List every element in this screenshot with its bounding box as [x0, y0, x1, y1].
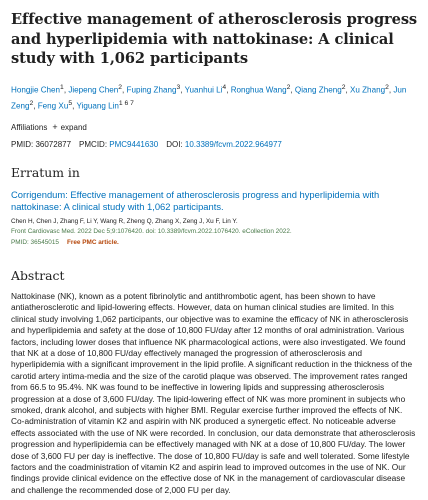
author-link[interactable]: Jiepeng Chen	[68, 85, 119, 95]
author-separator: ,	[72, 101, 77, 111]
author-separator: ,	[345, 85, 350, 95]
author-separator: ,	[122, 85, 127, 95]
author-affiliation-number: 2	[341, 83, 346, 91]
author-link[interactable]: Feng Xu	[37, 101, 69, 111]
author-affiliation-number: 1 6 7	[118, 99, 134, 107]
corrigendum-citation: Front Cardiovasc Med. 2022 Dec 5;9:1076420. doi: 10.3389/fcvm.2022.1076420. eCollection 2022.	[11, 227, 292, 235]
author-link[interactable]: Yuanhui Li	[184, 85, 223, 95]
corrigendum-authors: Chen H, Chen J, Zhang F, Li Y, Wang R, Zheng Q, Zhang X, Zeng J, Xu F, Lin Y.	[11, 217, 238, 225]
author-affiliation-number: 2	[385, 83, 389, 91]
author-affiliation-number: 4	[222, 83, 227, 91]
author-affiliation-number: 5	[68, 99, 73, 107]
corrigendum-pmid-row	[11, 238, 419, 247]
author-separator: ,	[388, 85, 394, 95]
abstract-heading: Abstract	[11, 267, 65, 283]
doi-label: DOI:	[166, 139, 185, 149]
pmcid-label: PMCID:	[79, 139, 110, 149]
author-affiliation-number: 3	[176, 83, 181, 91]
article-page	[11, 10, 419, 496]
erratum-heading: Erratum in	[11, 164, 80, 180]
author-separator: ,	[226, 85, 231, 95]
pmid-text: PMID: 36072877	[11, 139, 72, 149]
expand-label: expand	[60, 122, 87, 132]
free-pmc-badge: Free PMC article.	[66, 238, 119, 246]
corrigendum-link[interactable]: Corrigendum: Effective management of atherosclerosis progress and hyperlipidemia with nattokinase: A clinical study with 1,062 participants.	[11, 188, 380, 212]
author-separator: ,	[33, 101, 38, 111]
author-link[interactable]: Fuping Zhang	[126, 85, 177, 95]
author-link[interactable]: Ronghua Wang	[230, 85, 287, 95]
author-list	[11, 81, 419, 113]
author-link[interactable]: Yiguang Lin	[76, 101, 119, 111]
affiliations-toggle[interactable]	[11, 123, 419, 132]
article-identifiers	[11, 140, 419, 149]
doi-link[interactable]: 10.3389/fcvm.2022.964977	[184, 139, 282, 149]
author-separator: ,	[63, 85, 69, 95]
affiliations-label: Affiliations	[11, 122, 48, 132]
author-affiliation-number: 2	[118, 83, 123, 91]
author-separator: ,	[180, 85, 185, 95]
author-link[interactable]: Jun Zeng	[11, 85, 407, 111]
author-affiliation-number: 2	[29, 99, 34, 107]
pmcid-link[interactable]: PMC9441630	[109, 139, 159, 149]
author-affiliation-number: 1	[60, 83, 64, 91]
author-link[interactable]: Xu Zhang	[349, 85, 386, 95]
author-link[interactable]: Hongjie Chen	[11, 85, 61, 95]
article-title: Effective management of atherosclerosis progress and hyperlipidemia with nattokinase: A clinical study with 1,062 participants	[11, 11, 418, 67]
plus-icon: +	[52, 121, 58, 132]
corrigendum-pmid: PMID: 36545015	[11, 238, 59, 246]
author-separator: ,	[290, 85, 295, 95]
abstract-text: Nattokinase (NK), known as a potent fibrinolytic and antithrombotic agent, has been shown to have antiatherosclerotic and lipid-lowering effects. However, data on human clinical studies are limited. In this clinical study involving 1,062 participants, our objective was to examine the efficacy of NK in atherosclerosis and hyperlipidemia and safety at the dose of 10,800 FU/day after 12 months of oral administration. Various factors, including lower doses that influence NK pharmacological actions, were also investigated. We found that NK at a dose of 10,800 FU/day effectively managed the progression of atherosclerosis and hyperlipidemia with a significant improvement in the lipid profile. A significant reduction in the thickness of the carotid artery intima-media and the size of the carotid plaque was observed. The improvement rates ranged from 66.5 to 95.4%. NK was found to be ineffective in lowering lipids and suppressing atherosclerosis progression at a dose of 3,600 FU/day. The lipid-lowering effect of NK was more prominent in subjects who smoked, drank alcohol, and subjects with higher BMI. Regular exercise further improved the effects of NK. Co-administration of vitamin K2 and aspirin with NK produced a synergetic effect. No noticeable adverse effects associated with the use of NK were recorded. In conclusion, our data demonstrate that atherosclerosis progression and hyperlipidemia can be effectively managed with NK at a dose of 10,800 FU/day. The lower dose of 3,600 FU per day is ineffective. The dose of 10,800 FU/day is safe and well tolerated. Some lifestyle factors and the coadministration of vitamin K2 and aspirin lead to improved outcomes in the use of NK. Our findings provide clinical evidence on the effective dose of NK in the management of cardiovascular disease and challenge the recommended dose of 2,000 FU per day.	[11, 290, 416, 495]
author-link[interactable]: Qiang Zheng	[294, 85, 342, 95]
author-affiliation-number: 2	[286, 83, 291, 91]
